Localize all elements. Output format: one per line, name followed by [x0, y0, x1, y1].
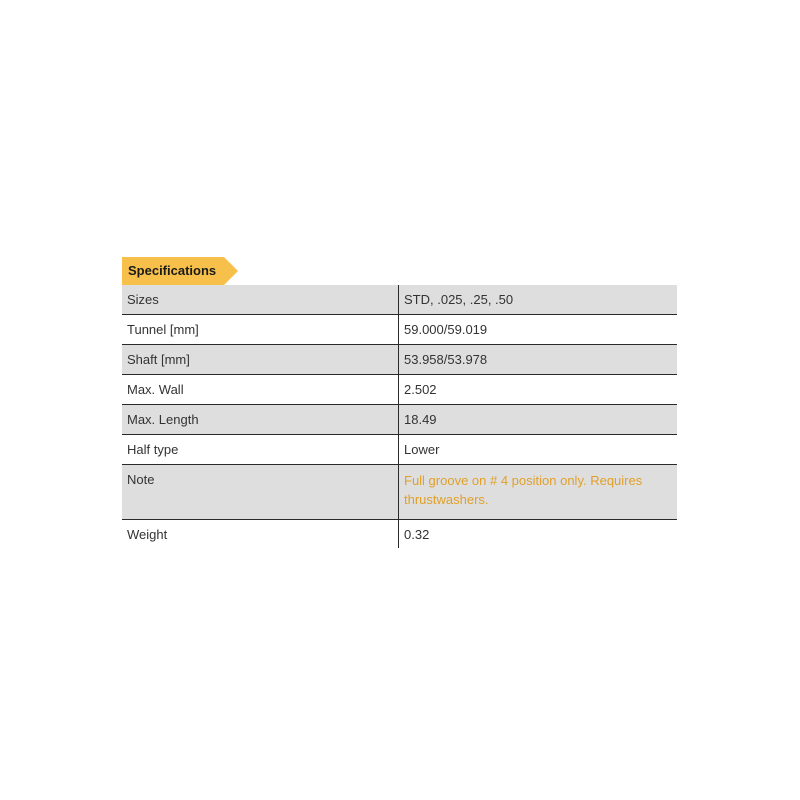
table-row [122, 520, 677, 549]
spec-value-sizes: STD, .025, .25, .50 [399, 285, 678, 315]
table-row [122, 285, 677, 315]
spec-value-weight: 0.32 [404, 526, 430, 542]
spec-label-max-length: Max. Length [122, 405, 399, 435]
spec-label-half-type: Half type [122, 435, 399, 465]
spec-label-note: Note [122, 465, 399, 520]
spec-label-weight: Weight [122, 520, 399, 549]
spec-value-half-type: Lower [399, 435, 678, 465]
spec-value-note: Full groove on # 4 position only. Requires thrustwashers. [399, 465, 678, 520]
spec-label-shaft: Shaft [mm] [122, 345, 399, 375]
spec-label-sizes: Sizes [122, 285, 399, 315]
table-row [122, 375, 677, 405]
spec-value-tunnel: 59.000/59.019 [399, 315, 678, 345]
spec-value-max-length: 18.49 [399, 405, 678, 435]
spec-value-shaft: 53.958/53.978 [399, 345, 678, 375]
table-row [122, 465, 677, 520]
table-row [122, 435, 677, 465]
table-row [122, 345, 677, 375]
specifications-table [122, 285, 677, 548]
table-row [122, 405, 677, 435]
spec-value-max-wall: 2.502 [399, 375, 678, 405]
specifications-panel [122, 257, 677, 548]
specifications-heading: Specifications [122, 257, 224, 285]
spec-label-tunnel: Tunnel [mm] [122, 315, 399, 345]
spec-label-max-wall: Max. Wall [122, 375, 399, 405]
table-row [122, 315, 677, 345]
